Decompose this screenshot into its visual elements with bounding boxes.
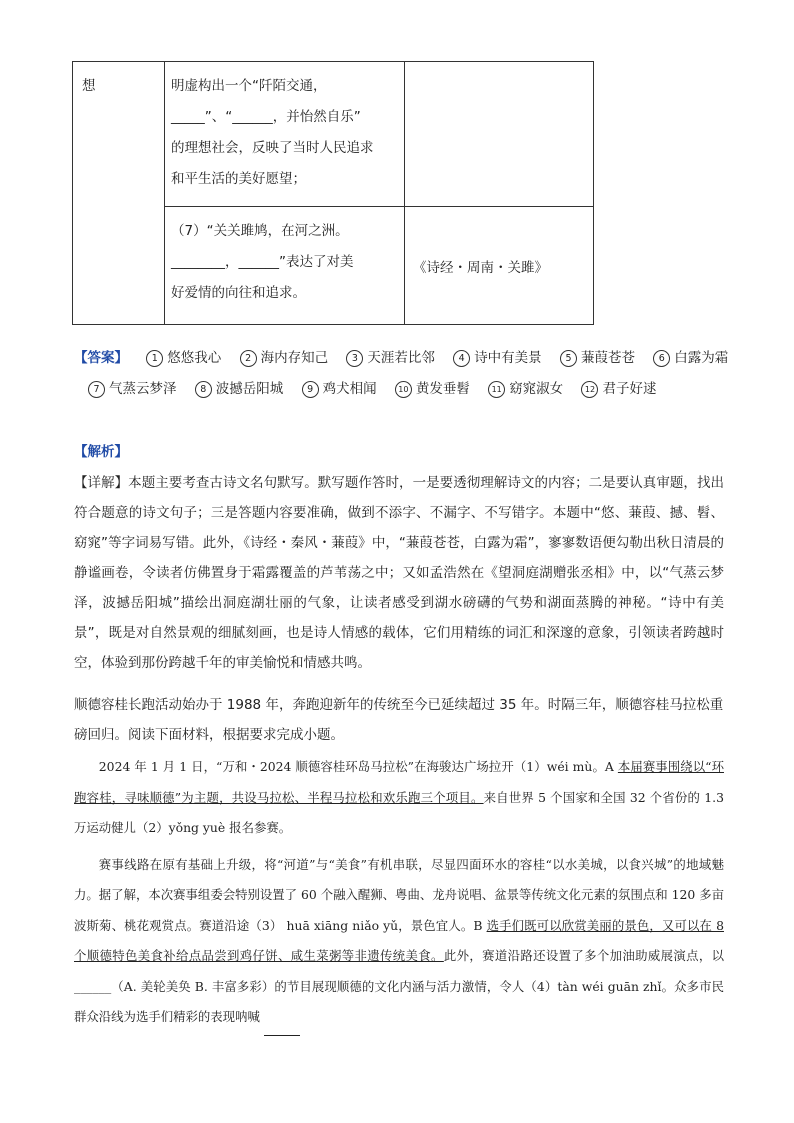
detail-label: 【详解】 xyxy=(74,475,129,491)
answer-item: 12 君子好逑 xyxy=(567,381,656,397)
answer-item: 3 天涯若比邻 xyxy=(332,350,435,366)
analysis-detail xyxy=(74,468,724,678)
circled-number-icon: 7 xyxy=(88,381,105,398)
article xyxy=(74,752,724,1036)
question-line: 和平生活的美好愿望； xyxy=(171,171,306,187)
question-line: （7）“关关雎鸠，在河之洲。 xyxy=(171,223,349,239)
circled-number-icon: 4 xyxy=(453,350,470,367)
answer-item: 9 鸡犬相闻 xyxy=(288,381,377,397)
question-line: _____”、“______，并怡然自乐” xyxy=(171,109,361,125)
circled-number-icon: 12 xyxy=(581,381,598,398)
article-paragraph: 赛事线路在原有基础上升级，将“河道”与“美食”有机串联，尽显四面环水的容桂“以水美城，以食兴城”的地域魅力。据了解，本次赛事组委会特别设置了 60 个融入醒狮、粤曲、龙舟说唱、盆景等传统文化元素的氛围点和 120 多亩波斯菊、桃花观赏点。赛道沿途（3） huā xiāng niǎo yǔ，景色宜人。B 选手们既可以欣赏美丽的景色，又可以在 8 个顺德特色美食补给点品尝到鸡仔饼、咸生菜粥等非遗传统美食。此外，赛道沿路还设置了多个加油助威展演点，以______（A. 美轮美奂 B. 丰富多彩）的节目展现顺德的文化内涵与活力激情，令人（4）tàn wéi guān zhǐ。众多市民群众沿线为选手们精彩的表现呐喊 xyxy=(74,850,724,1036)
answer-item: 11 窈窕淑女 xyxy=(474,381,563,397)
poem-table xyxy=(72,61,594,325)
answer-item: 6 白露为霜 xyxy=(639,350,728,366)
circled-number-icon: 6 xyxy=(653,350,670,367)
answer-label: 【答案】 xyxy=(74,350,128,366)
source-cell: 《诗经・周南・关雎》 xyxy=(405,207,594,325)
source-cell xyxy=(405,62,594,207)
circled-number-icon: 10 xyxy=(395,381,412,398)
question-line: 好爱情的向往和追求。 xyxy=(171,285,306,301)
question-line: 明虚构出一个“阡陌交通， xyxy=(171,78,327,94)
detail-text: 本题主要考查古诗文名句默写。默写题作答时，一是要透彻理解诗文的内容；二是要认真审题，找出符合题意的诗文句子；三是答题内容要准确，做到不添字、不漏字、不写错字。本题中“悠、蒹葭、撼、髫、窈窕”等字词易写错。此外，《诗经・秦风・蒹葭》中，“蒹葭苍苍，白露为霜”，寥寥数语便勾勒出秋日清晨的静谧画卷，令读者仿佛置身于霜露覆盖的芦苇荡之中；又如孟浩然在《望洞庭湖赠张丞相》中，以“气蒸云梦泽，波撼岳阳城”描绘出洞庭湖壮丽的气象，让读者感受到湖水磅礴的气势和湖面蒸腾的神秘。“诗中有美景”，既是对自然景观的细腻刻画，也是诗人情感的载体，它们用精练的词汇和深邃的意象，引领读者跨越时空，体验到那份跨越千年的审美愉悦和情感共鸣。 xyxy=(74,475,725,671)
fill-blank xyxy=(264,1004,300,1036)
underlined-sentence-a: 本届赛事围绕以“环跑容桂，寻味顺德”为主题，共设马拉松、半程马拉松和欢乐跑三个项目。 xyxy=(74,759,724,805)
answer-item: 8 波撼岳阳城 xyxy=(181,381,284,397)
circled-number-icon: 1 xyxy=(146,350,163,367)
circled-number-icon: 2 xyxy=(240,350,257,367)
question-cell xyxy=(165,207,405,325)
circled-number-icon: 5 xyxy=(560,350,577,367)
circled-number-icon: 3 xyxy=(346,350,363,367)
answer-section xyxy=(74,343,734,405)
article-paragraph: 2024 年 1 月 1 日，“万和・2024 顺德容桂环岛马拉松”在海骏达广场拉开（1）wéi mù。A 本届赛事围绕以“环跑容桂，寻味顺德”为主题，共设马拉松、半程马拉松和欢乐跑三个项目。来自世界 5 个国家和全国 32 个省份的 1.3 万运动健儿（2）yǒng yuè 报名参赛。 xyxy=(74,759,724,835)
analysis-label: 【解析】 xyxy=(74,444,128,460)
answer-item: 5 蒹葭苍苍 xyxy=(546,350,635,366)
answer-item: 4 诗中有美景 xyxy=(439,350,542,366)
answer-item: 10 黄发垂髫 xyxy=(381,381,470,397)
underlined-sentence-b: 选手们既可以欣赏美丽的景色，又可以在 8 个顺德特色美食补给点品尝到鸡仔饼、咸生菜粥等非遗传统美食。 xyxy=(74,917,724,963)
question-cell xyxy=(165,62,405,207)
answer-item: 7 气蒸云梦泽 xyxy=(74,381,177,397)
table-row xyxy=(73,62,594,207)
circled-number-icon: 11 xyxy=(488,381,505,398)
question-line: ________，______”表达了对美 xyxy=(171,254,354,270)
reading-intro: 顺德容桂长跑活动始办于 1988 年，奔跑迎新年的传统至今已延续超过 35 年。时隔三年，顺德容桂马拉松重磅回归。阅读下面材料，根据要求完成小题。 xyxy=(74,697,724,743)
circled-number-icon: 9 xyxy=(302,381,319,398)
answer-item: 2 海内存知己 xyxy=(226,350,329,366)
question-line: 的理想社会，反映了当时人民追求 xyxy=(171,140,374,156)
category-cell: 想 xyxy=(73,62,165,325)
answer-item: 1 悠悠我心 xyxy=(132,350,221,366)
circled-number-icon: 8 xyxy=(195,381,212,398)
